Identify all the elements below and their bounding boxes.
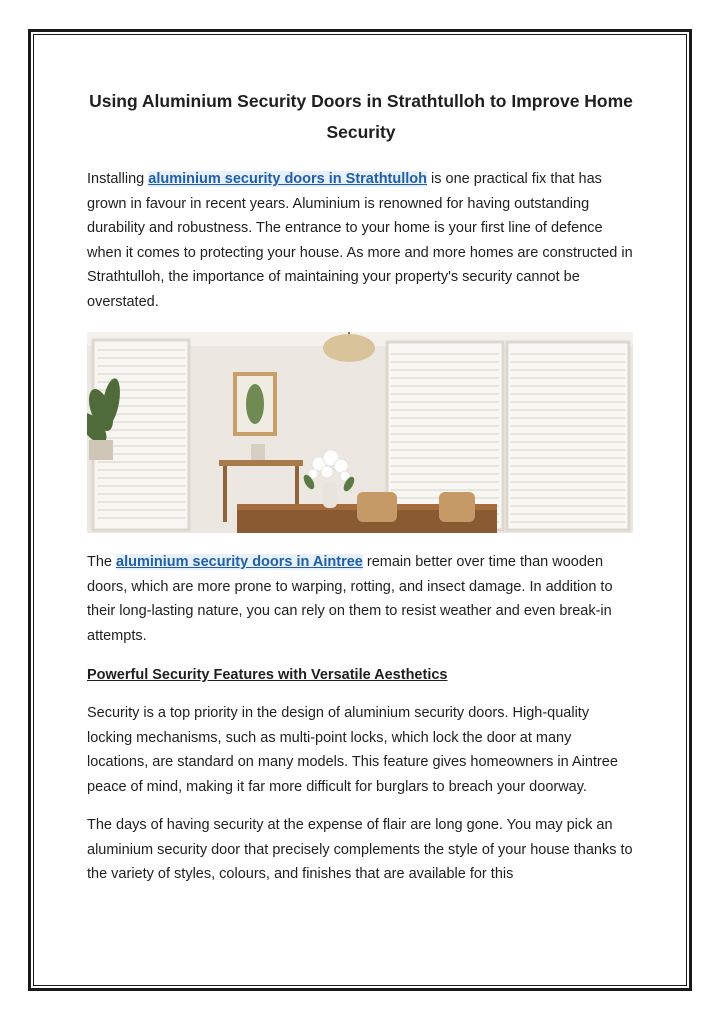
paragraph-aesthetics: The days of having security at the expense of flair are long gone. You may pick an aluminium security door that precisely complements the style of your house thanks to the variety of styles, colours, and finishes that are available for this — [87, 817, 633, 882]
paragraph-text: The — [87, 554, 117, 570]
article-body — [87, 86, 635, 887]
aintree-link[interactable]: aluminium security doors in Aintree — [116, 554, 363, 570]
paragraph-aintree — [87, 550, 635, 648]
paragraph-text: remain better over time than wooden doors, which are more prone to warping, rotting, and insect damage. In addition to their long-lasting nature, you can rely on them to resist weather and even break-in attempts. — [87, 554, 613, 644]
strathtulloh-link[interactable]: aluminium security doors in Strathtulloh — [148, 171, 428, 187]
section-heading: Powerful Security Features with Versatile Aesthetics — [87, 667, 448, 683]
article-title: Using Aluminium Security Doors in Strathtulloh to Improve Home Security — [89, 91, 633, 142]
paragraph-text: Installing — [87, 171, 149, 187]
room-blinds-photo — [87, 332, 633, 533]
paragraph-intro — [87, 167, 635, 314]
paragraph-security: Security is a top priority in the design of aluminium security doors. High-quality locking mechanisms, such as multi-point locks, which lock the door at many locations, are standard on many models. This feature gives homeowners in Aintree peace of mind, making it far more difficult for burglars to breach your doorway. — [87, 705, 618, 795]
paragraph-text: is one practical fix that has grown in favour in recent years. Aluminium is renowned for having outstanding durability and robustness. The entrance to your home is your first line of defence when it comes to protecting your house. As more and more homes are constructed in Strathtulloh, the importance of maintaining your property's security cannot be overstated. — [87, 171, 633, 310]
